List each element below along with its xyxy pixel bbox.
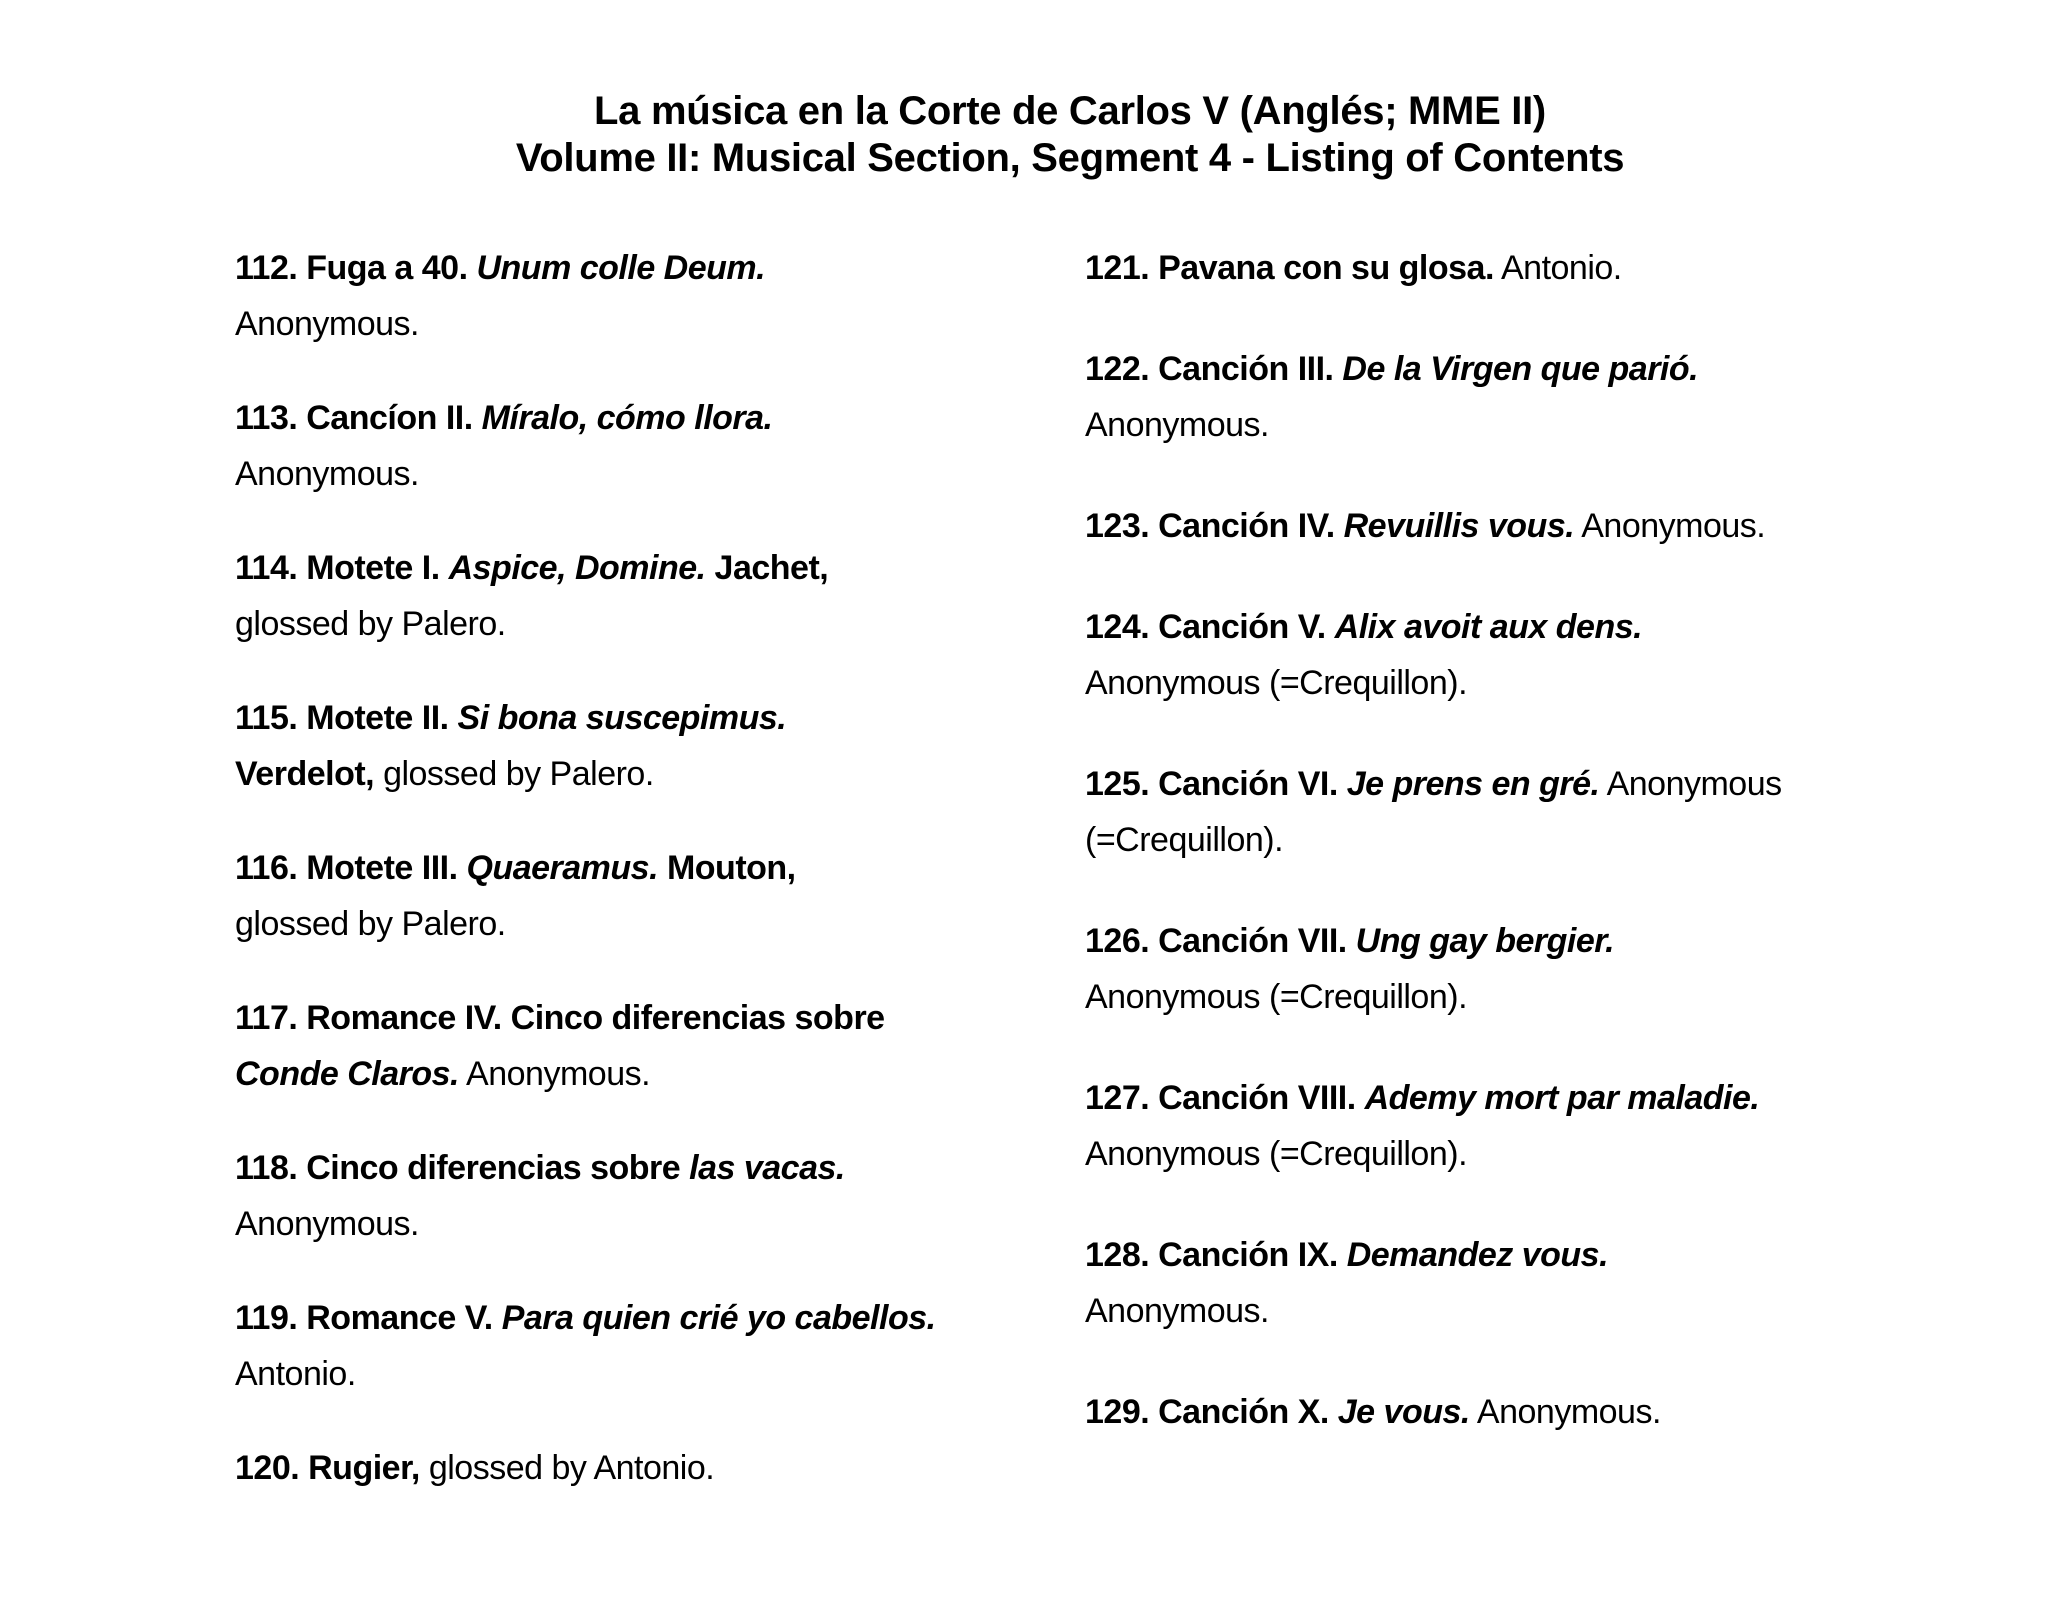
entry-text-segment: glossed by Palero. (235, 905, 506, 943)
entry-text-segment: Mouton, (658, 849, 796, 887)
entry-text-segment: 112. Fuga a 40. (235, 249, 477, 287)
entry-text-segment: Anonymous. (235, 455, 419, 493)
entry-text-segment: Je prens en gré. (1346, 765, 1600, 803)
entry-127 (1085, 1070, 2025, 1182)
entry-113 (235, 390, 1085, 502)
entry-text-segment: Antonio. (235, 1355, 356, 1393)
contents-right-column (1085, 240, 2025, 1534)
entry-122 (1085, 341, 2025, 453)
entry-text-segment: Si bona suscepimus. (457, 699, 787, 737)
entry-text-segment: 114. Motete I. (235, 549, 449, 587)
entry-text-segment: Antonio. (1493, 249, 1622, 287)
entry-text-segment: Anonymous. (235, 305, 419, 343)
entry-129 (1085, 1384, 2025, 1440)
entry-text-segment: Demandez vous. (1346, 1236, 1609, 1274)
entry-text-segment: Anonymous. (458, 1055, 651, 1093)
entry-text-segment: (=Crequillon). (1085, 821, 1284, 859)
entry-126 (1085, 913, 2025, 1025)
entry-121 (1085, 240, 2025, 296)
entry-116 (235, 840, 1085, 952)
entry-text-segment: Verdelot, (235, 755, 384, 793)
entry-text-segment: 126. Canción VII. (1085, 922, 1356, 960)
entry-text-segment: 118. Cinco diferencias sobre (235, 1149, 690, 1187)
entry-text-segment: 122. Canción III. (1085, 350, 1343, 388)
title-line-1: La música en la Corte de Carlos V (Anglés; MME II) (594, 89, 1546, 133)
contents-left-column (235, 240, 1085, 1534)
entry-125 (1085, 756, 2025, 868)
contents-columns (235, 240, 2071, 1534)
entry-text-segment: 113. Cancíon II. (235, 399, 482, 437)
entry-text-segment: Anonymous (1599, 765, 1782, 803)
entry-119 (235, 1290, 1085, 1402)
entry-text-segment: 123. Canción IV. (1085, 507, 1344, 545)
entry-text-segment: 127. Canción VIII. (1085, 1079, 1365, 1117)
entry-text-segment: Jachet, (705, 549, 829, 587)
entry-text-segment: Quaeramus. (466, 849, 659, 887)
entry-text-segment: Anonymous (=Crequillon). (1085, 664, 1468, 702)
entry-text-segment: Unum colle Deum. (476, 249, 766, 287)
entry-123 (1085, 498, 2025, 554)
entry-text-segment: Je vous. (1337, 1393, 1470, 1431)
entry-128 (1085, 1227, 2025, 1339)
entry-112 (235, 240, 1085, 352)
entry-text-segment: 117. Romance IV. Cinco diferencias sobre (235, 999, 885, 1037)
entry-text-segment: 124. Canción V. (1085, 608, 1335, 646)
entry-text-segment: glossed by Antonio. (428, 1449, 715, 1487)
entry-text-segment: Conde Claros. (235, 1055, 459, 1093)
entry-text-segment: Anonymous. (1469, 1393, 1661, 1431)
entry-text-segment: 116. Motete III. (235, 849, 467, 887)
entry-text-segment: las vacas. (689, 1149, 845, 1187)
entry-text-segment: 128. Canción IX. (1085, 1236, 1347, 1274)
page-title (230, 0, 1910, 182)
entry-text-segment: glossed by Palero. (383, 755, 654, 793)
entry-text-segment: Míralo, cómo llora. (481, 399, 773, 437)
entry-text-segment: Anonymous. (1085, 1292, 1269, 1330)
entry-120 (235, 1440, 1085, 1496)
entry-text-segment: Ung gay bergier. (1355, 922, 1615, 960)
entry-text-segment: 119. Romance V. (235, 1299, 502, 1337)
entry-124 (1085, 599, 2025, 711)
entry-text-segment: Anonymous (=Crequillon). (1085, 1135, 1468, 1173)
entry-text-segment: 129. Canción X. (1085, 1393, 1338, 1431)
entry-text-segment: Anonymous (=Crequillon). (1085, 978, 1468, 1016)
entry-text-segment: 121. Pavana con su glosa. (1085, 249, 1494, 287)
entry-text-segment: De la Virgen que parió. (1342, 350, 1699, 388)
entry-text-segment: Ademy mort par maladie. (1364, 1079, 1760, 1117)
entry-text-segment: glossed by Palero. (235, 605, 506, 643)
entry-text-segment: 125. Canción VI. (1085, 765, 1347, 803)
entry-text-segment: 120. Rugier, (235, 1449, 429, 1487)
entry-118 (235, 1140, 1085, 1252)
entry-text-segment: Revuillis vous. (1343, 507, 1575, 545)
entry-text-segment: 115. Motete II. (235, 699, 458, 737)
entry-115 (235, 690, 1085, 802)
entry-114 (235, 540, 1085, 652)
entry-text-segment: Para quien crié yo cabellos. (501, 1299, 936, 1337)
entry-text-segment: Alix avoit aux dens. (1334, 608, 1643, 646)
entry-text-segment: Anonymous. (235, 1205, 419, 1243)
entry-text-segment: Aspice, Domine. (448, 549, 706, 587)
entry-text-segment: Anonymous. (1574, 507, 1766, 545)
entry-117 (235, 990, 1085, 1102)
title-line-2: Volume II: Musical Section, Segment 4 - Listing of Contents (515, 136, 1625, 180)
entry-text-segment: Anonymous. (1085, 406, 1269, 444)
